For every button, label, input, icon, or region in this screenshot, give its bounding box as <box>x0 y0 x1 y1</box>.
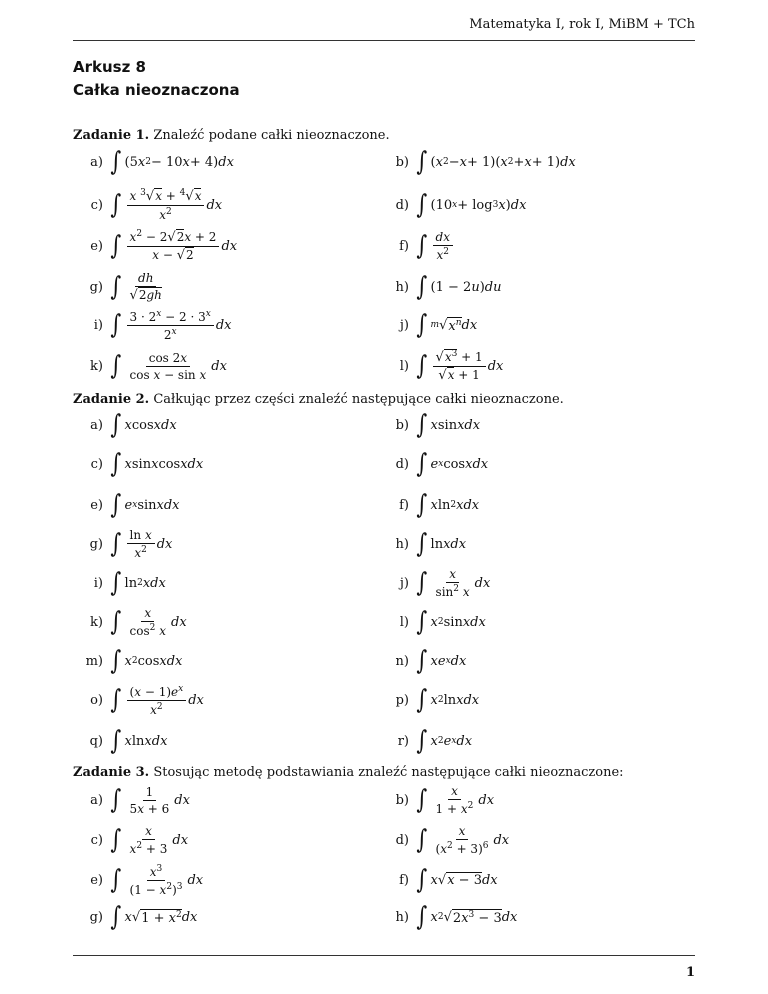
item-label: g) <box>89 279 103 295</box>
item-label: f) <box>399 238 409 254</box>
integral-expression: ∫ $\frac{x}{(x^2 + 3)^6}$ dx <box>416 824 510 856</box>
item-label: b) <box>395 154 409 170</box>
integral-expression: ∫ $\frac{x ^3√x + ^4√x}{x^2}$ dx <box>110 188 223 222</box>
item-label: p) <box>395 692 409 708</box>
integral-expression: ∫ x sin x cos xdx <box>110 449 204 479</box>
task-1-k <box>73 346 227 386</box>
integral-expression: ∫ $\frac{x}{x^2 + 3}$ dx <box>110 824 189 856</box>
item-label: e) <box>90 238 103 254</box>
integral-expression: ∫ xe x dx <box>416 646 467 676</box>
item-label: g) <box>89 909 103 925</box>
item-label: j) <box>399 575 409 591</box>
task-2-m <box>73 641 182 681</box>
integral-expression: ∫ (10 x + log 3 x ) dx <box>416 190 527 220</box>
item-label: k) <box>90 614 103 630</box>
integral-expression: ∫ $\frac{x^2 - 2√2x + 2}{x - √2}$ dx <box>110 229 238 263</box>
task-1-d <box>379 185 526 225</box>
task-1-a <box>73 142 234 182</box>
task-2-n <box>379 641 466 681</box>
integral-expression: ∫ $\frac{x^3}{(1 - x^2)^3}$ dx <box>110 863 204 897</box>
running-header: Matematyka I, rok I, MiBM + TCh <box>469 17 695 32</box>
task-1-label: Zadanie 1. <box>73 128 150 143</box>
integral-expression: ∫ x 2 √ $2x^3 - 3$ dx <box>416 902 518 932</box>
task-1-l <box>379 346 503 386</box>
item-label: c) <box>90 456 103 472</box>
task-2-r <box>379 721 472 761</box>
integral-expression: ∫ $\frac{dh}{√2gh}$ <box>110 271 162 303</box>
task-2-i <box>73 563 166 603</box>
task-3-heading <box>73 765 624 780</box>
integral-expression: ∫ $\frac{3 \cdot 2^x - 2 \cdot 3^x}{2^x}$ dx <box>110 308 232 342</box>
task-2-j <box>379 563 490 603</box>
task-1-j <box>379 305 477 345</box>
integral-expression: ∫ e x cos xdx <box>416 449 489 479</box>
integral-expression: ∫ x 2 e x dx <box>416 726 473 756</box>
item-label: r) <box>397 733 409 749</box>
integral-expression: ∫ x √ x − 3 dx <box>416 865 498 895</box>
integral-expression: ∫ x ln 2 xdx <box>416 490 480 520</box>
footer-rule <box>73 955 695 956</box>
task-3-a <box>73 780 190 820</box>
header-rule <box>73 40 695 41</box>
integral-expression: ∫ ( x 2 − x + 1)( x 2 + x + 1) dx <box>416 147 576 177</box>
task-3-h <box>379 897 517 937</box>
task-1-heading <box>73 128 390 143</box>
integral-expression: ∫ ln 2 xdx <box>110 568 166 598</box>
item-label: k) <box>90 358 103 374</box>
sheet-title: Arkusz 8 <box>73 58 146 76</box>
task-2-a <box>73 405 177 445</box>
integral-expression: ∫ x cos xdx <box>110 410 177 440</box>
integral-expression: ∫ $\frac{x}{\sin^2 x}$ dx <box>416 567 491 599</box>
item-label: b) <box>395 417 409 433</box>
task-2-b <box>379 405 480 445</box>
integral-expression: ∫ x ln xdx <box>110 726 168 756</box>
item-label: c) <box>90 197 103 213</box>
task-1-c <box>73 185 222 225</box>
task-1-b <box>379 142 576 182</box>
integral-expression: ∫ $\frac{\cos 2x}{\text{cos x − sin x}}$ dx <box>110 350 227 382</box>
task-3-g <box>73 897 197 937</box>
item-label: d) <box>395 456 409 472</box>
task-3-label: Zadanie 3. <box>73 765 150 780</box>
task-2-c <box>73 444 203 484</box>
task-1-e <box>73 226 237 266</box>
integral-expression: ∫ m √ $x^n$ dx <box>416 310 478 340</box>
item-label: a) <box>90 154 103 170</box>
item-label: f) <box>399 497 409 513</box>
integral-expression: ∫ e x sin xdx <box>110 490 180 520</box>
task-2-f <box>379 485 479 525</box>
task-2-d <box>379 444 488 484</box>
integral-expression: ∫ $\frac{x}{\cos^2 x}$ dx <box>110 606 187 638</box>
item-label: i) <box>93 317 103 333</box>
integral-expression: ∫ (5 x 2 − 10 x + 4) dx <box>110 147 234 177</box>
item-label: e) <box>90 497 103 513</box>
item-label: d) <box>395 832 409 848</box>
task-2-e <box>73 485 180 525</box>
integral-expression: ∫ $\frac{dx}{x^2}$ <box>415 230 455 262</box>
task-1-text: Znaleźć podane całki nieoznaczone. <box>153 128 390 143</box>
integral-expression: ∫ $\frac{(x - 1)e^x}{x^2}$ dx <box>110 683 204 717</box>
item-label: d) <box>395 197 409 213</box>
task-3-text: Stosując metodę podstawiania znaleźć następujące całki nieoznaczone: <box>153 765 624 780</box>
item-label: b) <box>395 792 409 808</box>
task-3-b <box>379 780 494 820</box>
integral-expression: ∫ $\frac{√x^3 + 1}{√x + 1}$ dx <box>416 349 504 383</box>
item-label: j) <box>399 317 409 333</box>
task-2-l <box>379 602 486 642</box>
item-label: l) <box>399 614 409 630</box>
task-3-f <box>379 860 498 900</box>
task-2-text: Całkując przez części znaleźć następujące całki nieoznaczone. <box>153 392 564 407</box>
task-2-p <box>379 680 479 720</box>
item-label: h) <box>395 279 409 295</box>
item-label: i) <box>93 575 103 591</box>
task-1-f <box>379 226 455 266</box>
item-label: o) <box>90 692 103 708</box>
task-2-k <box>73 602 187 642</box>
task-3-d <box>379 820 509 860</box>
item-label: a) <box>90 792 103 808</box>
task-2-g <box>73 524 172 564</box>
integral-expression: ∫ (1 − 2 u ) du <box>416 272 502 302</box>
integral-expression: ∫ x 2 cos xdx <box>110 646 183 676</box>
integral-expression: ∫ x 2 sin xdx <box>416 607 486 637</box>
page-number: 1 <box>685 965 695 980</box>
integral-expression: ∫ $\frac{x}{1 + x^2}$ dx <box>416 784 495 816</box>
integral-expression: ∫ x sin xdx <box>416 410 481 440</box>
item-label: q) <box>89 733 103 749</box>
task-2-h <box>379 524 466 564</box>
task-1-h <box>379 267 501 307</box>
task-2-o <box>73 680 204 720</box>
item-label: h) <box>395 536 409 552</box>
integral-expression: ∫ $\frac{\text{ln x}}{x^2}$ dx <box>110 528 173 560</box>
task-3-e <box>73 860 203 900</box>
item-label: m) <box>85 653 103 669</box>
item-label: g) <box>89 536 103 552</box>
item-label: f) <box>399 872 409 888</box>
sheet-subtitle: Całka nieoznaczona <box>73 81 240 99</box>
integral-expression: ∫ x 2 ln xdx <box>416 685 480 715</box>
item-label: c) <box>90 832 103 848</box>
task-1-i <box>73 305 231 345</box>
integral-expression: ∫ x √ $1 + x^2$ dx <box>110 902 198 932</box>
task-1-g <box>73 267 167 307</box>
item-label: n) <box>395 653 409 669</box>
integral-expression: ∫ $\frac{1}{5x + 6}$ dx <box>110 784 190 816</box>
item-label: l) <box>399 358 409 374</box>
integral-expression: ∫ ln xdx <box>416 529 467 559</box>
item-label: a) <box>90 417 103 433</box>
task-2-q <box>73 721 167 761</box>
task-3-c <box>73 820 188 860</box>
item-label: e) <box>90 872 103 888</box>
item-label: h) <box>395 909 409 925</box>
task-2-label: Zadanie 2. <box>73 392 150 407</box>
